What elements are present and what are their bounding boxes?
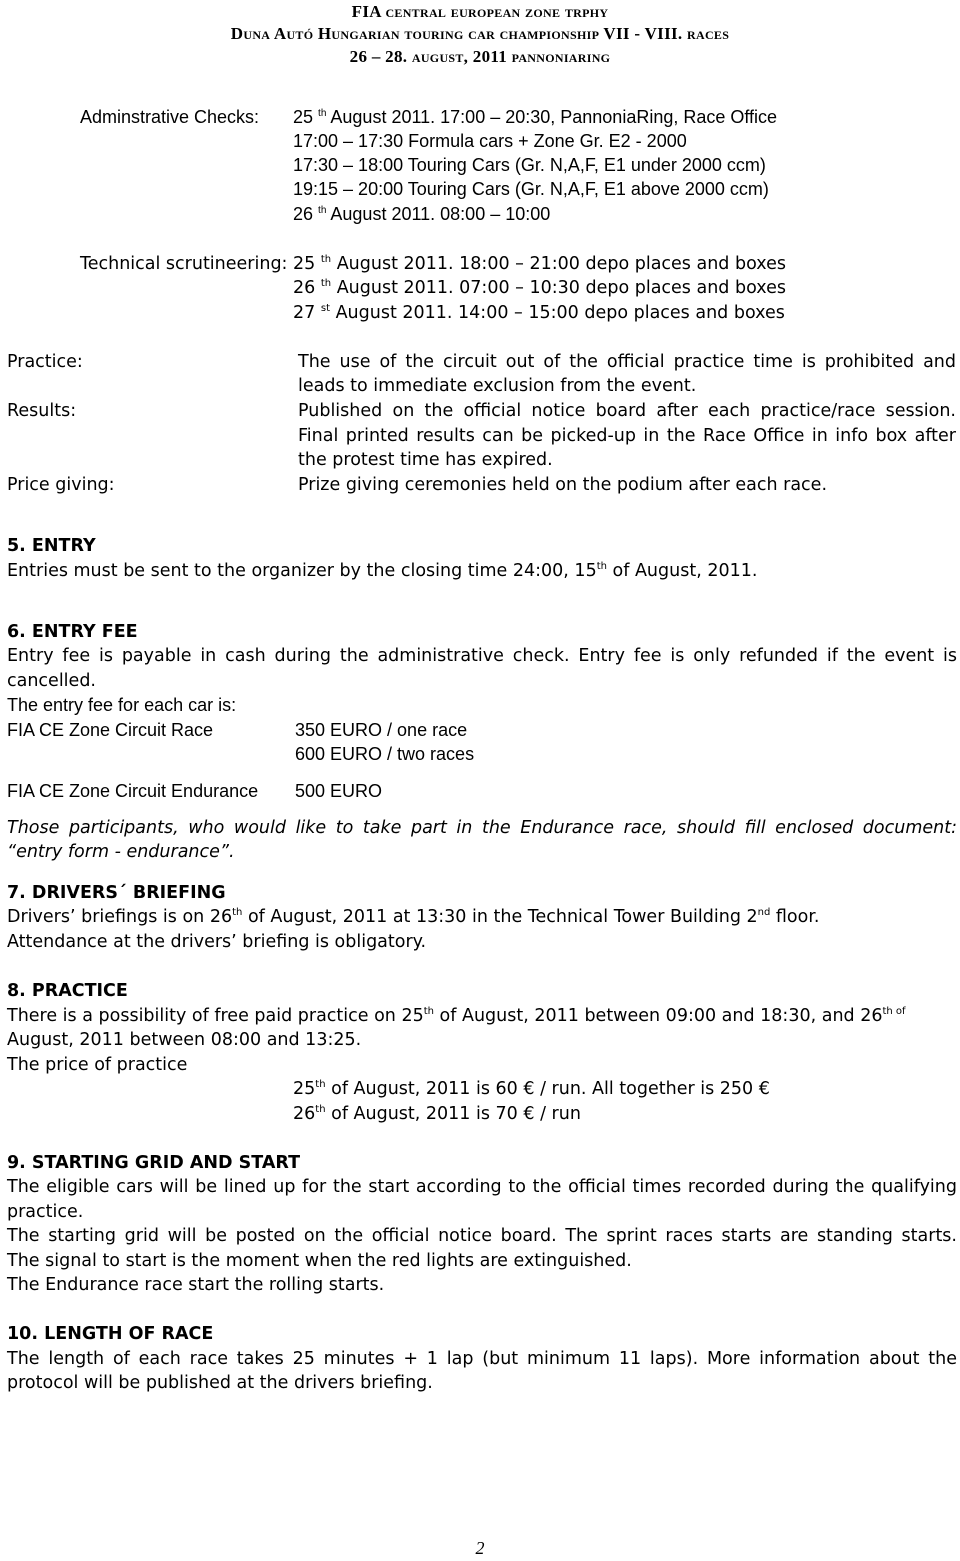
section-10-text-1: The length of each race takes 25 minutes + 1 lap (but minimum 11 laps). More information about the — [7, 1349, 957, 1369]
prize-text-1: Prize giving ceremonies held on the podium after each race. — [298, 475, 828, 495]
fee-2-label: FIA CE Zone Circuit Endurance — [7, 781, 259, 801]
results-label: Results: — [7, 401, 77, 421]
endurance-note-2: “entry form - endurance”. — [7, 842, 235, 862]
tech-row-2: 26 $^{th}$ August 2011. 07:00 – 10:30 depo places and boxes — [293, 278, 786, 298]
section-7-text-1: Drivers’ briefings is on 26th of August, 2011 at 13:30 in the Technical Tower Building 2nd floor. — [7, 907, 820, 927]
header-line-3: 26 – 28. august, 2011 pannoniaring — [349, 47, 611, 66]
section-6-title: 6. ENTRY FEE — [7, 622, 138, 642]
endurance-note-1: Those participants, who would like to take part in the Endurance race, should fill enclosed document: — [7, 818, 957, 838]
practice-price-1: 25th of August, 2011 is 60 € / run. All together is 250 € — [293, 1079, 770, 1099]
results-text-3: the protest time has expired. — [298, 450, 553, 470]
admin-line-3: 17:30 – 18:00 Touring Cars (Gr. N,A,F, E1 under 2000 ccm) — [293, 155, 766, 175]
section-7-text-2: Attendance at the drivers’ briefing is obligatory. — [7, 932, 427, 952]
section-9-title: 9. STARTING GRID AND START — [7, 1153, 301, 1173]
admin-line-5: 26 $^{th}$ August 2011. 08:00 – 10:00 — [293, 204, 551, 224]
section-9-text-1: The eligible cars will be lined up for the start according to the official times recorded during the qualifying — [7, 1177, 957, 1197]
header-line-1: FIA central european zone trphy — [351, 2, 609, 21]
section-8-text-3: The price of practice — [7, 1055, 188, 1075]
fee-2-value: 500 EURO — [295, 781, 383, 801]
prize-label: Price giving: — [7, 475, 115, 495]
section-7-title: 7. DRIVERS´ BRIEFING — [7, 883, 226, 903]
section-5-text: Entries must be sent to the organizer by the closing time 24:00, 15th of August, 2011. — [7, 561, 758, 581]
section-9-text-4: The signal to start is the moment when the red lights are extinguished. — [7, 1251, 632, 1271]
page-number: 2 — [475, 1538, 485, 1558]
tech-row-1: 25 $^{th}$ August 2011. 18:00 – 21:00 depo places and boxes — [293, 254, 786, 274]
section-6-text-1: Entry fee is payable in cash during the administrative check. Entry fee is only refunded if the event is — [7, 646, 957, 666]
results-text-2: Final printed results can be picked-up in the Race Office in info box after — [298, 426, 956, 446]
section-9-text-5: The Endurance race start the rolling starts. — [7, 1275, 385, 1295]
admin-line-4: 19:15 – 20:00 Touring Cars (Gr. N,A,F, E1 above 2000 ccm) — [293, 179, 769, 199]
header-line-2: Duna Autó Hungarian touring car championship VII - VIII. races — [230, 24, 730, 43]
document-header — [0, 2, 960, 68]
fee-1-value-1: 350 EURO / one race — [295, 720, 468, 740]
section-8-text-2: August, 2011 between 08:00 and 13:25. — [7, 1030, 362, 1050]
practice-price-2: 26th of August, 2011 is 70 € / run — [293, 1104, 581, 1124]
section-6-text-3: The entry fee for each car is: — [7, 695, 237, 715]
section-6-text-2: cancelled. — [7, 671, 96, 691]
section-8-title: 8. PRACTICE — [7, 981, 128, 1001]
fee-1-label: FIA CE Zone Circuit Race — [7, 720, 214, 740]
admin-line-2: 17:00 – 17:30 Formula cars + Zone Gr. E2 - 2000 — [293, 131, 687, 151]
section-10-text-2: protocol will be published at the drivers briefing. — [7, 1373, 433, 1393]
admin-label: Adminstrative Checks: — [80, 107, 260, 127]
tech-label: Technical scrutineering: — [80, 254, 288, 274]
results-text-1: Published on the official notice board after each practice/race session. — [298, 401, 956, 421]
fee-1-value-2: 600 EURO / two races — [295, 744, 475, 764]
section-9-text-2: practice. — [7, 1202, 84, 1222]
section-8-text-1: There is a possibility of free paid practice on 25th of August, 2011 between 09:00 and 18:30, and $26^{th of}$ — [7, 1006, 906, 1026]
tech-row-3: 27 $^{st}$ August 2011. 14:00 – 15:00 depo places and boxes — [293, 303, 785, 323]
section-10-title: 10. LENGTH OF RACE — [7, 1324, 214, 1344]
practice-label: Practice: — [7, 352, 83, 372]
section-9-text-3: The starting grid will be posted on the official notice board. The sprint races starts are standing starts. — [7, 1226, 957, 1246]
section-5-title: 5. ENTRY — [7, 536, 96, 556]
practice-text-1: The use of the circuit out of the official practice time is prohibited and — [298, 352, 956, 372]
admin-line-1: 25 $^{th}$ August 2011. 17:00 – 20:30, PannoniaRing, Race Office — [293, 107, 778, 127]
practice-text-2: leads to immediate exclusion from the event. — [298, 376, 697, 396]
